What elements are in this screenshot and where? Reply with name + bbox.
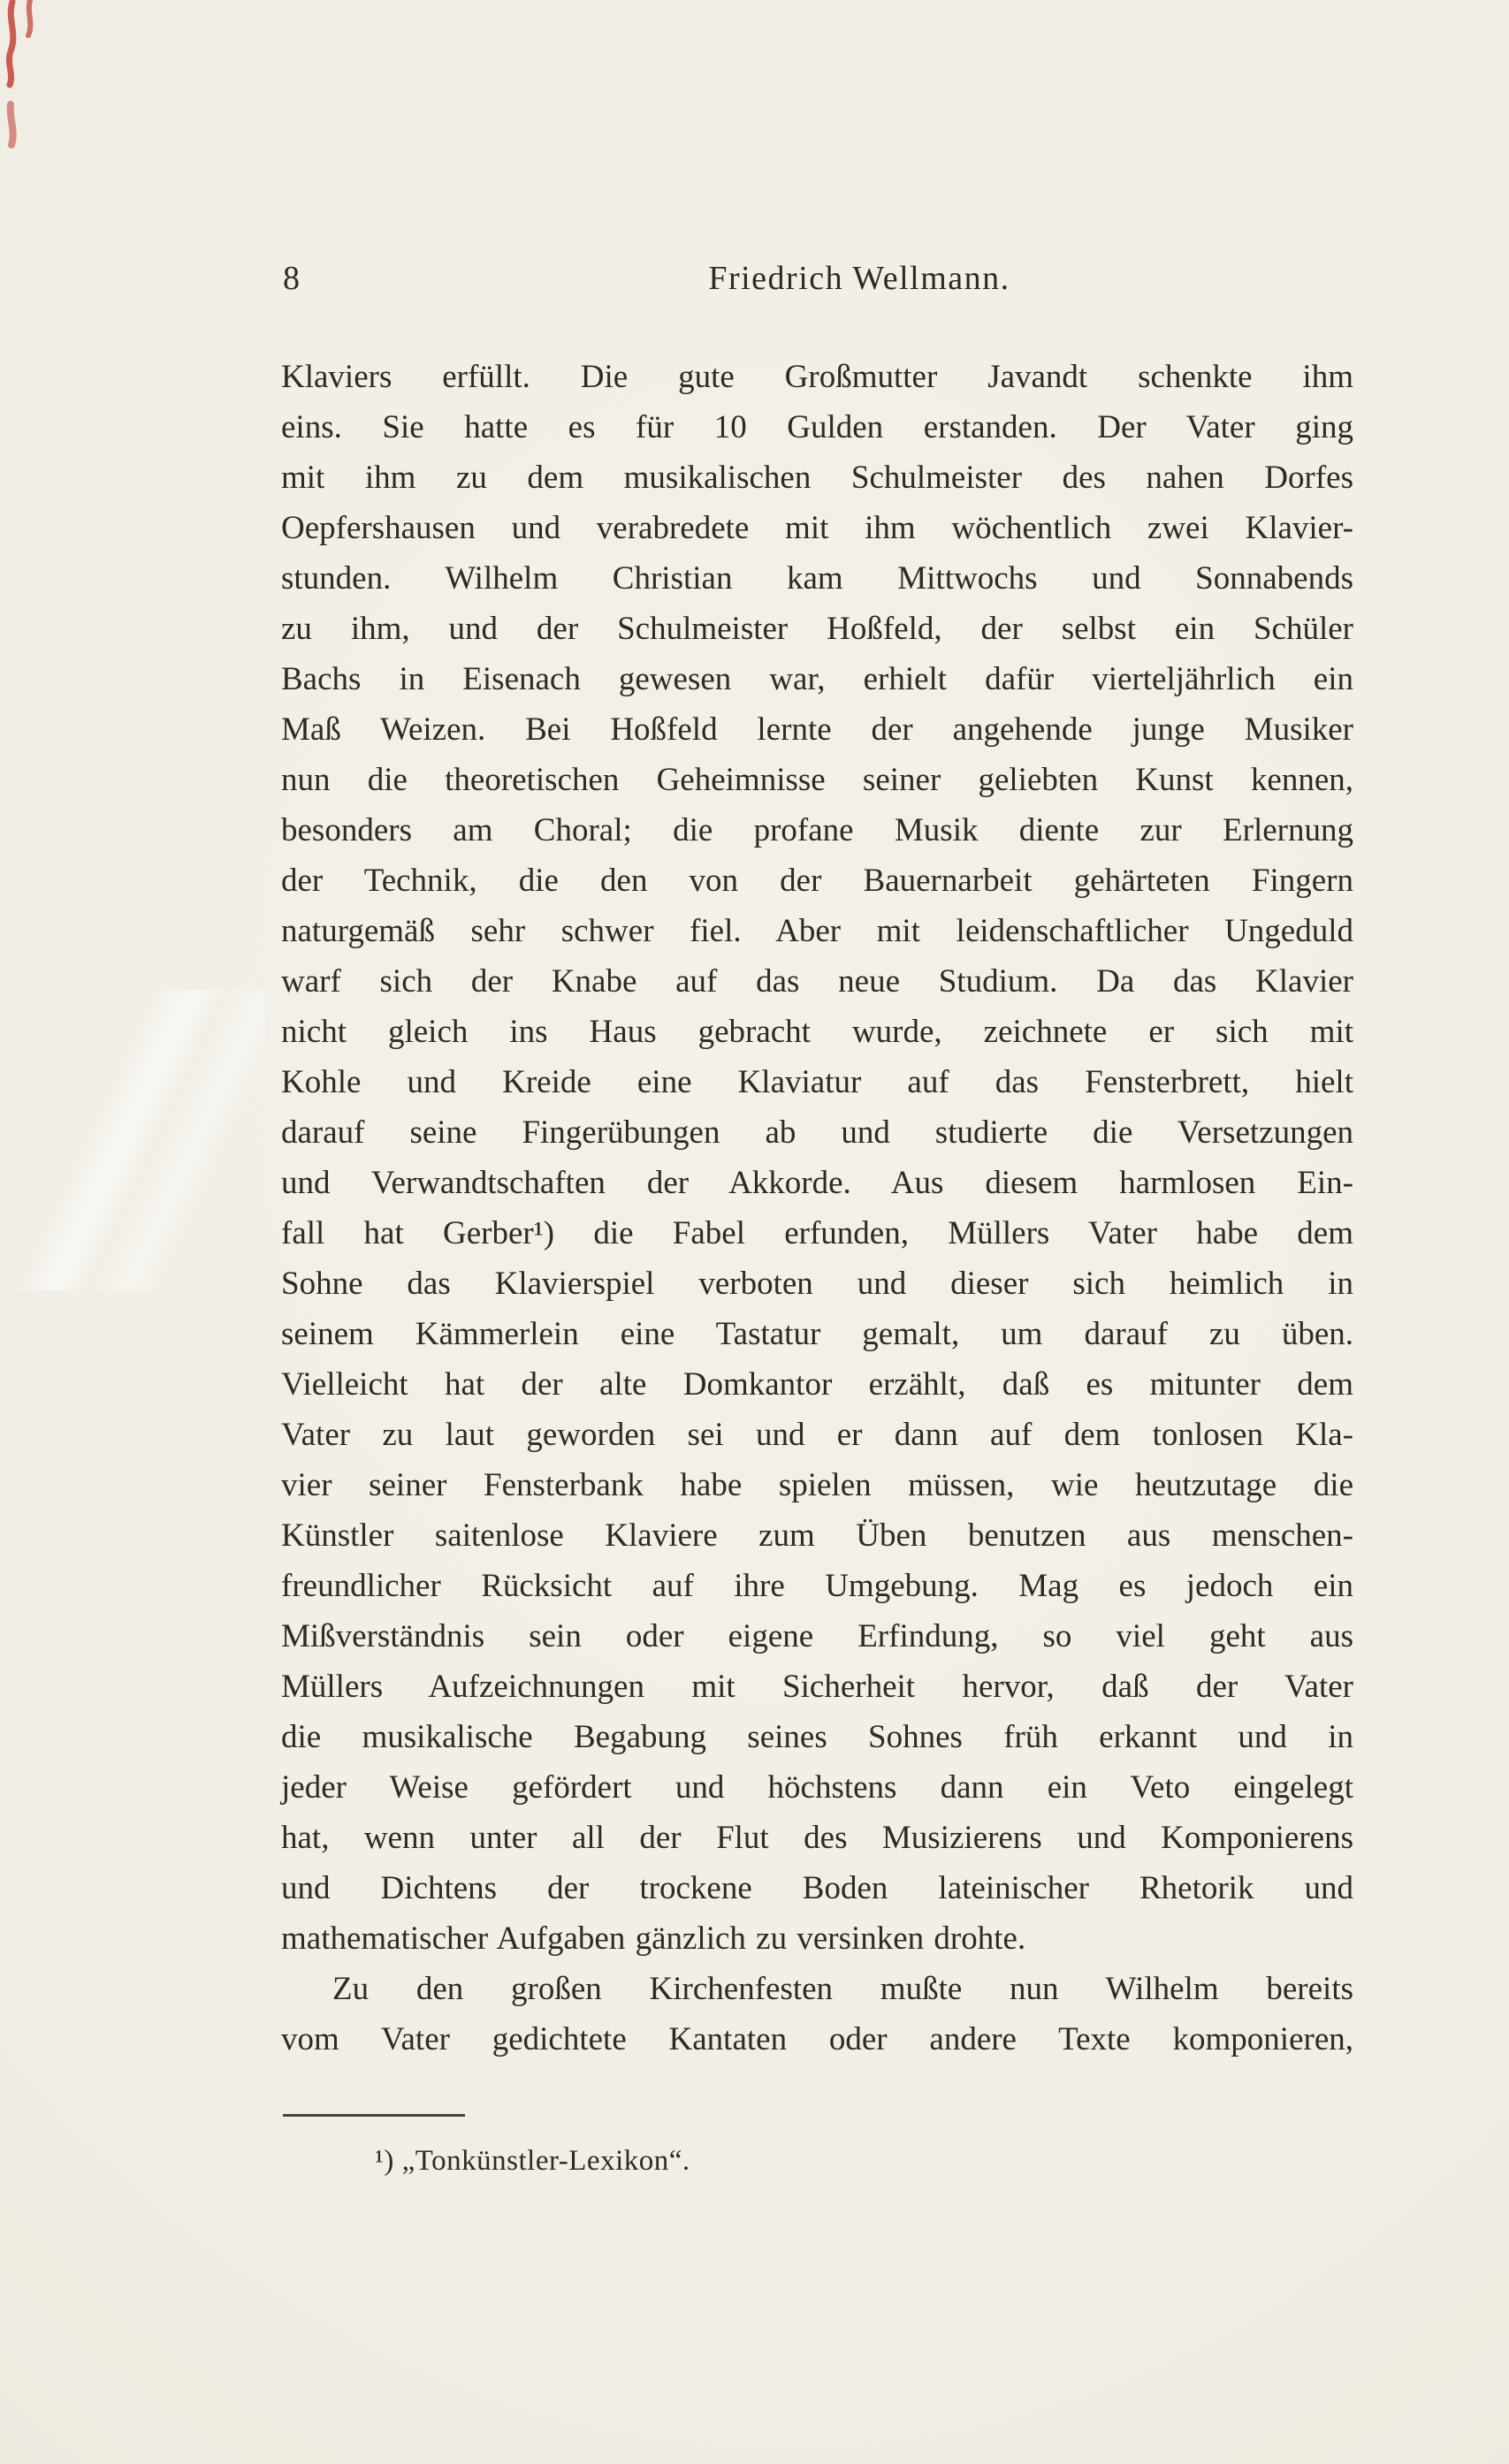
text-line: Vielleicht hat der alte Domkantor erzählt, daß es mitunter dem xyxy=(281,1366,1353,1403)
text-line: mathematischer Aufgaben gänzlich zu versinken drohte. xyxy=(281,1920,1026,1957)
red-ink-stroke xyxy=(11,104,13,145)
text-line: besonders am Choral; die profane Musik diente zur Erlernung xyxy=(281,812,1353,848)
page-number: 8 xyxy=(283,260,301,297)
text-line: Oepfershausen und verabredete mit ihm wöchentlich zwei Klavier- xyxy=(281,510,1353,546)
text-line: warf sich der Knabe auf das neue Studium. Da das Klavier xyxy=(281,963,1353,1000)
text-line: Bachs in Eisenach gewesen war, erhielt dafür vierteljährlich ein xyxy=(281,661,1353,697)
footnote: ¹) „Tonkünstler-Lexikon“. xyxy=(375,2145,690,2177)
text-line: Sohne das Klavierspiel verboten und dieser sich heimlich in xyxy=(281,1266,1353,1302)
text-line: Zu den großen Kirchenfesten mußte nun Wilhelm bereits xyxy=(332,1971,1353,2007)
red-ink-marks xyxy=(0,0,62,186)
text-line: und Verwandtschaften der Akkorde. Aus diesem harmlosen Ein- xyxy=(281,1165,1353,1201)
text-line: Müllers Aufzeichnungen mit Sicherheit hervor, daß der Vater xyxy=(281,1669,1353,1705)
running-title: Friedrich Wellmann. xyxy=(708,260,1010,297)
page-header xyxy=(281,258,1353,300)
text-line: fall hat Gerber¹) die Fabel erfunden, Müllers Vater habe dem xyxy=(281,1215,1353,1251)
text-line: eins. Sie hatte es für 10 Gulden erstanden. Der Vater ging xyxy=(281,409,1353,445)
text-line: Kohle und Kreide eine Klaviatur auf das Fensterbrett, hielt xyxy=(281,1064,1353,1100)
body-text xyxy=(281,352,1353,2065)
text-line: zu ihm, und der Schulmeister Hoßfeld, der selbst ein Schüler xyxy=(281,611,1353,647)
text-line: der Technik, die den von der Bauernarbeit gehärteten Fingern xyxy=(281,863,1353,899)
text-line: Künstler saitenlose Klaviere zum Üben benutzen aus menschen- xyxy=(281,1517,1353,1554)
red-ink-stroke xyxy=(9,2,12,85)
text-line: nun die theoretischen Geheimnisse seiner geliebten Kunst kennen, xyxy=(281,762,1353,798)
scan-artifact-streak xyxy=(0,990,265,1290)
red-ink-stroke xyxy=(28,0,30,35)
text-line: vier seiner Fensterbank habe spielen müssen, wie heutzutage die xyxy=(281,1467,1353,1503)
text-line: mit ihm zu dem musikalischen Schulmeister des nahen Dorfes xyxy=(281,460,1353,496)
text-line: seinem Kämmerlein eine Tastatur gemalt, um darauf zu üben. xyxy=(281,1316,1353,1352)
text-line: vom Vater gedichtete Kantaten oder andere Texte komponieren, xyxy=(281,2021,1353,2057)
text-line: darauf seine Fingerübungen ab und studierte die Versetzungen xyxy=(281,1114,1353,1151)
text-line: die musikalische Begabung seines Sohnes früh erkannt und in xyxy=(281,1719,1353,1755)
text-line: freundlicher Rücksicht auf ihre Umgebung. Mag es jedoch ein xyxy=(281,1568,1353,1604)
footnote-rule xyxy=(283,2114,465,2117)
text-line: Klaviers erfüllt. Die gute Großmutter Javandt schenkte ihm xyxy=(281,359,1353,395)
text-line: naturgemäß sehr schwer fiel. Aber mit leidenschaftlicher Ungeduld xyxy=(281,913,1353,949)
text-line: nicht gleich ins Haus gebracht wurde, zeichnete er sich mit xyxy=(281,1014,1353,1050)
text-line: Vater zu laut geworden sei und er dann auf dem tonlosen Kla- xyxy=(281,1417,1353,1453)
text-line: und Dichtens der trockene Boden lateinischer Rhetorik und xyxy=(281,1870,1353,1906)
text-line: hat, wenn unter all der Flut des Musizierens und Komponierens xyxy=(281,1820,1353,1856)
text-line: jeder Weise gefördert und höchstens dann ein Veto eingelegt xyxy=(281,1769,1353,1806)
text-line: Maß Weizen. Bei Hoßfeld lernte der angehende junge Musiker xyxy=(281,711,1353,748)
text-line: Mißverständnis sein oder eigene Erfindung, so viel geht aus xyxy=(281,1618,1353,1654)
text-line: stunden. Wilhelm Christian kam Mittwochs und Sonnabends xyxy=(281,560,1353,597)
